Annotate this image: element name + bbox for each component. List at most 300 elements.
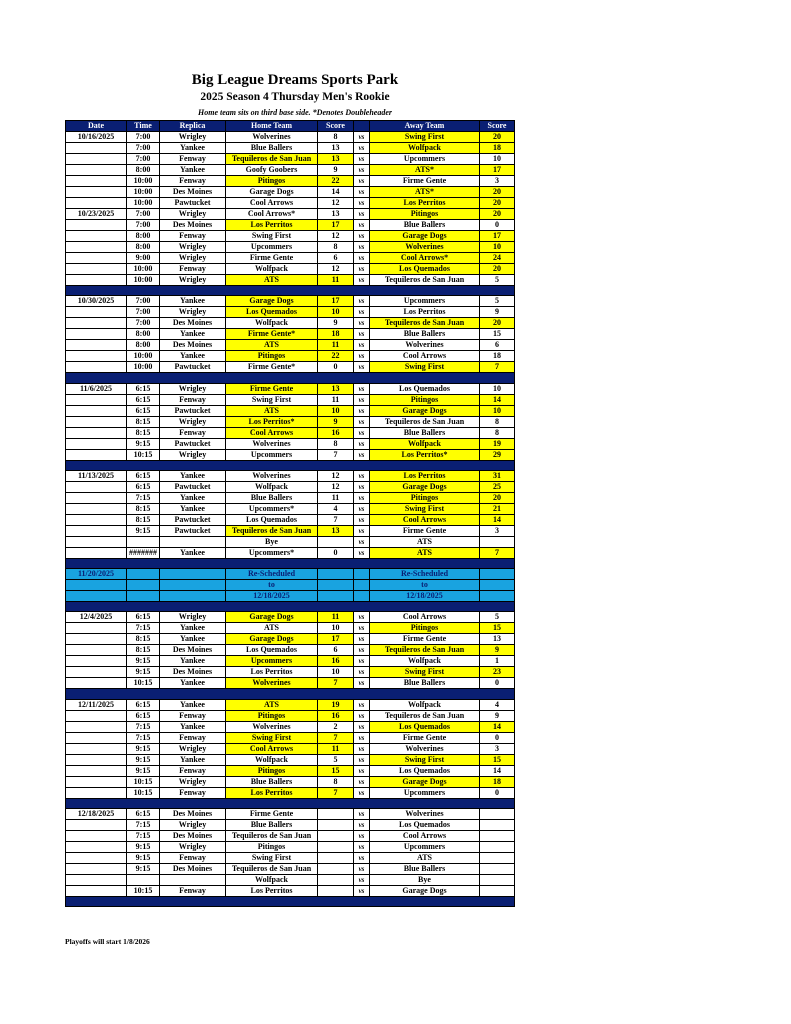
- table-row: [66, 721, 515, 732]
- table-row: [66, 470, 515, 481]
- home-team-cell: Swing First: [226, 852, 318, 863]
- home-score-cell: [318, 808, 354, 819]
- vs-cell: vs: [354, 863, 370, 874]
- home-score-cell: 17: [318, 296, 354, 307]
- away-team-cell: 12/18/2025: [370, 591, 480, 602]
- vs-cell: vs: [354, 765, 370, 776]
- away-score-cell: [480, 819, 515, 830]
- home-team-cell: Firme Gente: [226, 808, 318, 819]
- vs-cell: vs: [354, 220, 370, 231]
- date-cell: [66, 416, 127, 427]
- date-cell: [66, 275, 127, 286]
- date-cell: 10/30/2025: [66, 296, 127, 307]
- table-row: [66, 710, 515, 721]
- time-cell: 8:00: [127, 329, 160, 340]
- home-score-cell: 13: [318, 154, 354, 165]
- time-cell: [127, 580, 160, 591]
- vs-cell: vs: [354, 198, 370, 209]
- away-score-cell: 17: [480, 231, 515, 242]
- vs-cell: vs: [354, 351, 370, 362]
- home-team-cell: Firme Gente*: [226, 329, 318, 340]
- time-cell: 9:15: [127, 656, 160, 667]
- home-score-cell: 10: [318, 405, 354, 416]
- col-header-away-score: Score: [480, 121, 515, 132]
- home-team-cell: Wolverines: [226, 678, 318, 689]
- time-cell: 10:00: [127, 187, 160, 198]
- table-row: [66, 209, 515, 220]
- home-team-cell: Los Quemados: [226, 645, 318, 656]
- away-team-cell: Swing First: [370, 362, 480, 373]
- date-cell: [66, 645, 127, 656]
- away-team-cell: Los Perritos: [370, 307, 480, 318]
- home-score-cell: 17: [318, 634, 354, 645]
- home-team-cell: Firme Gente: [226, 383, 318, 394]
- away-score-cell: 25: [480, 481, 515, 492]
- away-team-cell: Blue Ballers: [370, 220, 480, 231]
- home-team-cell: Wolverines: [226, 438, 318, 449]
- table-row: [66, 143, 515, 154]
- vs-cell: vs: [354, 830, 370, 841]
- vs-cell: vs: [354, 667, 370, 678]
- vs-cell: vs: [354, 525, 370, 536]
- vs-cell: vs: [354, 634, 370, 645]
- table-row: [66, 743, 515, 754]
- date-cell: [66, 787, 127, 798]
- vs-cell: vs: [354, 275, 370, 286]
- time-cell: 9:15: [127, 852, 160, 863]
- time-cell: 8:00: [127, 340, 160, 351]
- home-team-cell: Goofy Goobers: [226, 165, 318, 176]
- home-team-cell: Blue Ballers: [226, 819, 318, 830]
- away-team-cell: Garage Dogs: [370, 776, 480, 787]
- away-team-cell: Swing First: [370, 503, 480, 514]
- table-header-row: [66, 121, 515, 132]
- date-cell: [66, 198, 127, 209]
- rescheduled-row: [66, 569, 515, 580]
- time-cell: 7:00: [127, 132, 160, 143]
- away-team-cell: Los Perritos: [370, 470, 480, 481]
- time-cell: 9:15: [127, 525, 160, 536]
- col-header-away-team: Away Team: [370, 121, 480, 132]
- away-score-cell: [480, 591, 515, 602]
- away-team-cell: ATS: [370, 852, 480, 863]
- col-header-home-team: Home Team: [226, 121, 318, 132]
- replica-cell: Des Moines: [160, 645, 226, 656]
- away-score-cell: 5: [480, 275, 515, 286]
- away-score-cell: 14: [480, 721, 515, 732]
- replica-cell: Pawtucket: [160, 198, 226, 209]
- home-score-cell: 22: [318, 176, 354, 187]
- away-score-cell: 9: [480, 307, 515, 318]
- home-score-cell: 11: [318, 743, 354, 754]
- time-cell: 7:15: [127, 623, 160, 634]
- vs-cell: vs: [354, 536, 370, 547]
- home-team-cell: Pitingos: [226, 841, 318, 852]
- time-cell: 6:15: [127, 383, 160, 394]
- replica-cell: Fenway: [160, 787, 226, 798]
- table-row: [66, 405, 515, 416]
- away-score-cell: 5: [480, 612, 515, 623]
- rescheduled-row: [66, 591, 515, 602]
- date-cell: [66, 176, 127, 187]
- table-row: [66, 874, 515, 885]
- time-cell: [127, 536, 160, 547]
- replica-cell: Yankee: [160, 503, 226, 514]
- time-cell: 8:15: [127, 634, 160, 645]
- home-team-cell: ATS: [226, 275, 318, 286]
- time-cell: 7:00: [127, 318, 160, 329]
- table-row: [66, 329, 515, 340]
- vs-cell: vs: [354, 754, 370, 765]
- date-cell: [66, 405, 127, 416]
- home-score-cell: 12: [318, 470, 354, 481]
- home-score-cell: [318, 885, 354, 896]
- time-cell: 6:15: [127, 808, 160, 819]
- home-team-cell: Blue Ballers: [226, 492, 318, 503]
- away-score-cell: 18: [480, 143, 515, 154]
- away-score-cell: 0: [480, 732, 515, 743]
- replica-cell: Wrigley: [160, 449, 226, 460]
- table-row: [66, 427, 515, 438]
- away-team-cell: Blue Ballers: [370, 863, 480, 874]
- replica-cell: Wrigley: [160, 242, 226, 253]
- vs-cell: vs: [354, 721, 370, 732]
- date-cell: [66, 841, 127, 852]
- time-cell: 9:15: [127, 438, 160, 449]
- away-score-cell: [480, 852, 515, 863]
- home-score-cell: 2: [318, 721, 354, 732]
- away-team-cell: Cool Arrows: [370, 612, 480, 623]
- away-score-cell: 9: [480, 645, 515, 656]
- vs-cell: vs: [354, 623, 370, 634]
- home-score-cell: 6: [318, 645, 354, 656]
- home-score-cell: 9: [318, 165, 354, 176]
- replica-cell: Yankee: [160, 721, 226, 732]
- vs-cell: vs: [354, 143, 370, 154]
- replica-cell: Yankee: [160, 634, 226, 645]
- away-team-cell: ATS: [370, 547, 480, 558]
- replica-cell: Wrigley: [160, 132, 226, 143]
- vs-cell: vs: [354, 154, 370, 165]
- replica-cell: Yankee: [160, 547, 226, 558]
- away-score-cell: 14: [480, 514, 515, 525]
- replica-cell: Yankee: [160, 329, 226, 340]
- table-row: [66, 623, 515, 634]
- replica-cell: Fenway: [160, 885, 226, 896]
- vs-cell: vs: [354, 547, 370, 558]
- home-score-cell: 8: [318, 242, 354, 253]
- time-cell: 9:15: [127, 743, 160, 754]
- table-row: [66, 852, 515, 863]
- vs-cell: [354, 580, 370, 591]
- col-header-vs: [354, 121, 370, 132]
- vs-cell: vs: [354, 253, 370, 264]
- away-score-cell: 3: [480, 743, 515, 754]
- home-score-cell: 13: [318, 143, 354, 154]
- away-score-cell: 23: [480, 667, 515, 678]
- time-cell: 9:15: [127, 841, 160, 852]
- away-score-cell: 4: [480, 699, 515, 710]
- time-cell: 7:15: [127, 830, 160, 841]
- date-cell: [66, 351, 127, 362]
- date-cell: [66, 307, 127, 318]
- time-cell: 6:15: [127, 612, 160, 623]
- vs-cell: vs: [354, 841, 370, 852]
- away-score-cell: 15: [480, 623, 515, 634]
- home-team-cell: Wolfpack: [226, 264, 318, 275]
- vs-cell: vs: [354, 743, 370, 754]
- col-header-time: Time: [127, 121, 160, 132]
- time-cell: 8:00: [127, 165, 160, 176]
- away-team-cell: Garage Dogs: [370, 885, 480, 896]
- away-team-cell: Bye: [370, 874, 480, 885]
- footer-note: Playoffs will start 1/8/2026: [65, 937, 150, 946]
- away-team-cell: Wolfpack: [370, 438, 480, 449]
- away-team-cell: Blue Ballers: [370, 678, 480, 689]
- table-row: [66, 481, 515, 492]
- home-team-cell: Pitingos: [226, 710, 318, 721]
- away-score-cell: 7: [480, 547, 515, 558]
- time-cell: 8:00: [127, 231, 160, 242]
- table-row: [66, 253, 515, 264]
- replica-cell: Fenway: [160, 176, 226, 187]
- home-team-cell: Garage Dogs: [226, 187, 318, 198]
- time-cell: 7:00: [127, 307, 160, 318]
- table-row: [66, 198, 515, 209]
- home-team-cell: Upcommers: [226, 656, 318, 667]
- away-score-cell: 29: [480, 449, 515, 460]
- away-score-cell: 20: [480, 492, 515, 503]
- page-note: Home team sits on third base side. *Denotes Doubleheader: [198, 108, 392, 117]
- replica-cell: Fenway: [160, 154, 226, 165]
- home-team-cell: Cool Arrows: [226, 743, 318, 754]
- away-score-cell: 9: [480, 710, 515, 721]
- time-cell: 7:00: [127, 154, 160, 165]
- home-team-cell: Cool Arrows: [226, 427, 318, 438]
- home-team-cell: Tequileros de San Juan: [226, 525, 318, 536]
- week-separator: [66, 286, 515, 296]
- away-score-cell: [480, 536, 515, 547]
- away-team-cell: Pitingos: [370, 492, 480, 503]
- home-team-cell: Pitingos: [226, 176, 318, 187]
- time-cell: 8:15: [127, 514, 160, 525]
- replica-cell: Yankee: [160, 678, 226, 689]
- home-score-cell: 8: [318, 438, 354, 449]
- date-cell: [66, 710, 127, 721]
- vs-cell: vs: [354, 503, 370, 514]
- away-team-cell: to: [370, 580, 480, 591]
- replica-cell: Wrigley: [160, 209, 226, 220]
- vs-cell: vs: [354, 405, 370, 416]
- home-team-cell: Wolfpack: [226, 754, 318, 765]
- time-cell: [127, 569, 160, 580]
- vs-cell: vs: [354, 514, 370, 525]
- home-team-cell: Tequileros de San Juan: [226, 154, 318, 165]
- replica-cell: Fenway: [160, 231, 226, 242]
- away-team-cell: Los Quemados: [370, 819, 480, 830]
- table-row: [66, 220, 515, 231]
- vs-cell: vs: [354, 231, 370, 242]
- home-score-cell: 22: [318, 351, 354, 362]
- date-cell: [66, 547, 127, 558]
- away-score-cell: 10: [480, 242, 515, 253]
- vs-cell: vs: [354, 416, 370, 427]
- away-team-cell: Swing First: [370, 132, 480, 143]
- vs-cell: vs: [354, 481, 370, 492]
- home-score-cell: [318, 852, 354, 863]
- replica-cell: Des Moines: [160, 340, 226, 351]
- replica-cell: Pawtucket: [160, 525, 226, 536]
- home-score-cell: 5: [318, 754, 354, 765]
- date-cell: [66, 721, 127, 732]
- separator-bar: [66, 896, 515, 906]
- away-score-cell: 0: [480, 678, 515, 689]
- replica-cell: Yankee: [160, 296, 226, 307]
- home-score-cell: [318, 569, 354, 580]
- home-team-cell: Firme Gente: [226, 253, 318, 264]
- date-cell: [66, 874, 127, 885]
- replica-cell: Des Moines: [160, 318, 226, 329]
- vs-cell: vs: [354, 492, 370, 503]
- table-row: [66, 340, 515, 351]
- date-cell: [66, 438, 127, 449]
- home-score-cell: 16: [318, 710, 354, 721]
- date-cell: [66, 580, 127, 591]
- away-score-cell: 17: [480, 165, 515, 176]
- date-cell: [66, 863, 127, 874]
- away-team-cell: Pitingos: [370, 209, 480, 220]
- home-score-cell: [318, 591, 354, 602]
- away-score-cell: 8: [480, 416, 515, 427]
- away-score-cell: 21: [480, 503, 515, 514]
- table-row: [66, 416, 515, 427]
- home-score-cell: 7: [318, 449, 354, 460]
- away-team-cell: Cool Arrows: [370, 351, 480, 362]
- home-team-cell: to: [226, 580, 318, 591]
- away-score-cell: 14: [480, 765, 515, 776]
- time-cell: 10:00: [127, 198, 160, 209]
- replica-cell: [160, 874, 226, 885]
- home-team-cell: Swing First: [226, 732, 318, 743]
- home-team-cell: Cool Arrows*: [226, 209, 318, 220]
- date-cell: [66, 765, 127, 776]
- vs-cell: vs: [354, 340, 370, 351]
- date-cell: [66, 492, 127, 503]
- away-score-cell: 20: [480, 209, 515, 220]
- vs-cell: vs: [354, 732, 370, 743]
- away-team-cell: Pitingos: [370, 623, 480, 634]
- home-score-cell: [318, 874, 354, 885]
- away-team-cell: Upcommers: [370, 154, 480, 165]
- date-cell: [66, 165, 127, 176]
- replica-cell: Pawtucket: [160, 514, 226, 525]
- away-score-cell: 18: [480, 776, 515, 787]
- time-cell: 7:15: [127, 492, 160, 503]
- away-score-cell: 15: [480, 754, 515, 765]
- away-team-cell: Wolfpack: [370, 143, 480, 154]
- table-row: [66, 187, 515, 198]
- week-separator: [66, 460, 515, 470]
- away-score-cell: 3: [480, 176, 515, 187]
- vs-cell: vs: [354, 165, 370, 176]
- vs-cell: vs: [354, 808, 370, 819]
- table-row: [66, 863, 515, 874]
- home-team-cell: Upcommers*: [226, 503, 318, 514]
- away-score-cell: 1: [480, 656, 515, 667]
- vs-cell: vs: [354, 438, 370, 449]
- replica-cell: Pawtucket: [160, 362, 226, 373]
- home-team-cell: ATS: [226, 623, 318, 634]
- vs-cell: [354, 591, 370, 602]
- date-cell: [66, 732, 127, 743]
- replica-cell: Yankee: [160, 470, 226, 481]
- table-row: [66, 656, 515, 667]
- vs-cell: vs: [354, 885, 370, 896]
- home-score-cell: 15: [318, 765, 354, 776]
- table-row: [66, 787, 515, 798]
- date-cell: [66, 264, 127, 275]
- replica-cell: Yankee: [160, 623, 226, 634]
- away-team-cell: Firme Gente: [370, 634, 480, 645]
- replica-cell: Wrigley: [160, 275, 226, 286]
- away-team-cell: Los Perritos*: [370, 449, 480, 460]
- replica-cell: Wrigley: [160, 416, 226, 427]
- table-row: [66, 776, 515, 787]
- home-team-cell: Pitingos: [226, 351, 318, 362]
- time-cell: 10:00: [127, 176, 160, 187]
- table-row: [66, 645, 515, 656]
- away-team-cell: Tequileros de San Juan: [370, 275, 480, 286]
- away-team-cell: Wolverines: [370, 340, 480, 351]
- time-cell: 8:15: [127, 645, 160, 656]
- away-team-cell: Garage Dogs: [370, 405, 480, 416]
- vs-cell: vs: [354, 242, 370, 253]
- away-team-cell: Re-Scheduled: [370, 569, 480, 580]
- replica-cell: Fenway: [160, 765, 226, 776]
- time-cell: 10:00: [127, 351, 160, 362]
- home-team-cell: Los Perritos: [226, 787, 318, 798]
- away-team-cell: Los Quemados: [370, 264, 480, 275]
- away-team-cell: Swing First: [370, 754, 480, 765]
- away-team-cell: Cool Arrows: [370, 514, 480, 525]
- date-cell: [66, 220, 127, 231]
- home-score-cell: 13: [318, 383, 354, 394]
- date-cell: [66, 754, 127, 765]
- away-score-cell: 8: [480, 427, 515, 438]
- home-score-cell: 16: [318, 427, 354, 438]
- home-team-cell: Upcommers*: [226, 547, 318, 558]
- home-score-cell: 11: [318, 612, 354, 623]
- home-score-cell: 13: [318, 525, 354, 536]
- table-row: [66, 176, 515, 187]
- away-team-cell: Upcommers: [370, 296, 480, 307]
- home-score-cell: 10: [318, 623, 354, 634]
- table-row: [66, 819, 515, 830]
- home-team-cell: Garage Dogs: [226, 634, 318, 645]
- table-row: [66, 514, 515, 525]
- away-score-cell: 3: [480, 525, 515, 536]
- vs-cell: vs: [354, 427, 370, 438]
- vs-cell: vs: [354, 852, 370, 863]
- away-score-cell: [480, 808, 515, 819]
- away-team-cell: Cool Arrows: [370, 830, 480, 841]
- time-cell: 7:15: [127, 819, 160, 830]
- away-team-cell: Blue Ballers: [370, 329, 480, 340]
- home-team-cell: Los Perritos*: [226, 416, 318, 427]
- vs-cell: vs: [354, 187, 370, 198]
- home-score-cell: 7: [318, 732, 354, 743]
- vs-cell: vs: [354, 132, 370, 143]
